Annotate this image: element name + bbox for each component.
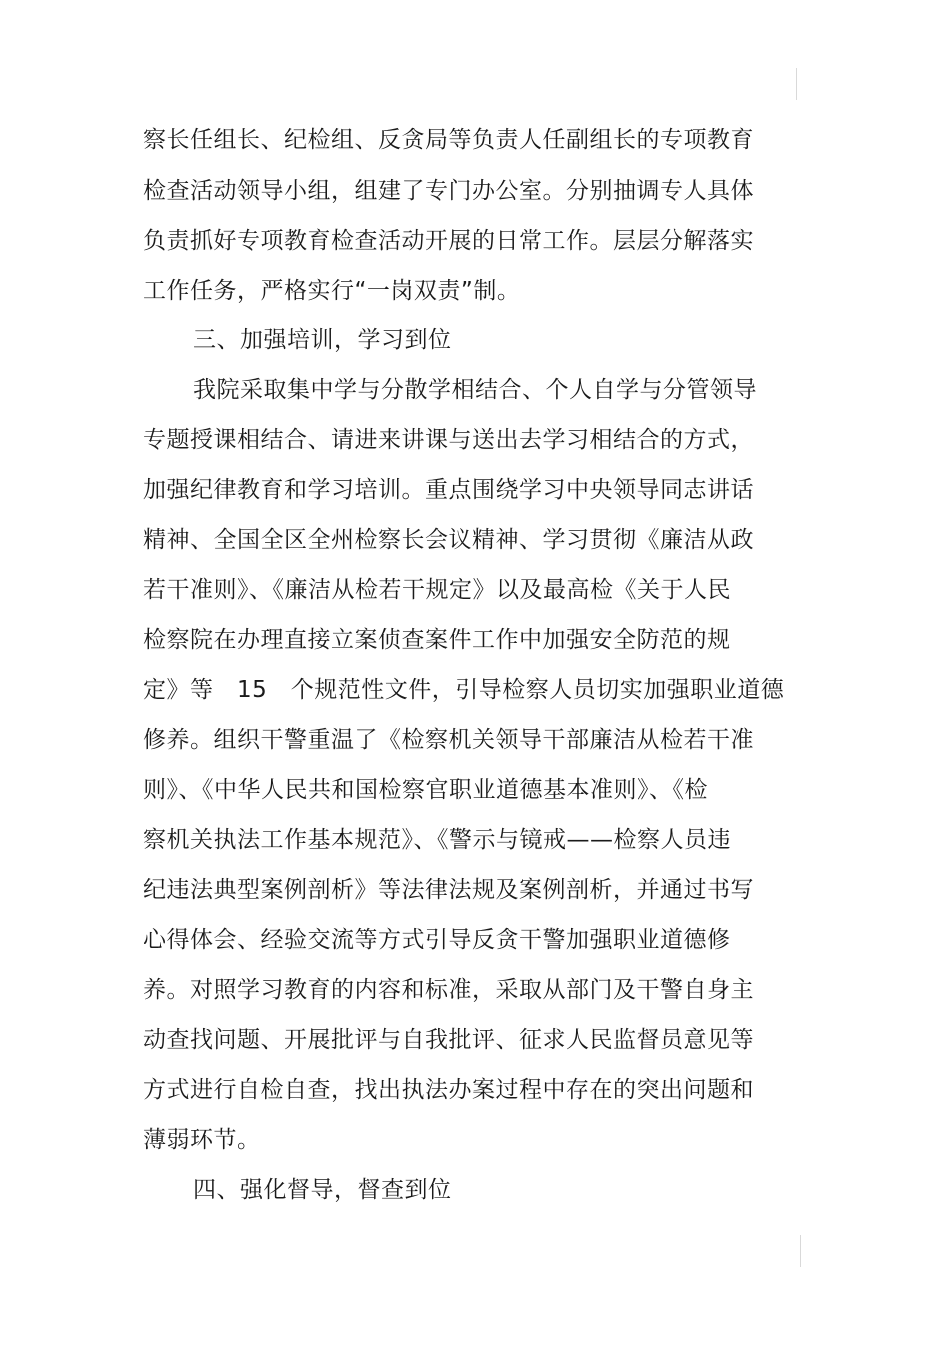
text-line: 方式进行自检自查，找出执法办案过程中存在的突出问题和: [143, 1077, 754, 1103]
text-line: 修养。组织干警重温了《检察机关领导干部廉洁从检若干准: [143, 727, 754, 753]
text-line: 养。对照学习教育的内容和标准，采取从部门及干警自身主: [143, 977, 754, 1003]
text-line: 则》、《中华人民共和国检察官职业道德基本准则》、《检: [143, 777, 708, 803]
text-line: 检察院在办理直接立案侦查案件工作中加强安全防范的规: [143, 627, 731, 653]
text-line: 察机关执法工作基本规范》、《警示与镜戒——检察人员违: [143, 827, 731, 853]
text-line: 察长任组长、纪检组、反贪局等负责人任副组长的专项教育: [143, 127, 754, 153]
page-edge-mark-top: [796, 68, 797, 100]
text-line: 动查找问题、开展批评与自我批评、征求人民监督员意见等: [143, 1027, 754, 1053]
text-line: 我院采取集中学与分散学相结合、个人自学与分管领导: [193, 377, 757, 403]
text-line: 定》等 15 个规范性文件，引导检察人员切实加强职业道德: [143, 677, 785, 703]
text-line: 负责抓好专项教育检查活动开展的日常工作。层层分解落实: [143, 228, 754, 254]
text-line: 精神、全国全区全州检察长会议精神、学习贯彻《廉洁从政: [143, 527, 754, 553]
text-line: 心得体会、经验交流等方式引导反贪干警加强职业道德修: [143, 927, 731, 953]
text-line: 检查活动领导小组，组建了专门办公室。分别抽调专人具体: [143, 178, 754, 204]
text-line: 工作任务，严格实行“一岗双责”制。: [143, 278, 521, 304]
text-line: 专题授课相结合、请进来讲课与送出去学习相结合的方式，: [143, 427, 754, 453]
section-heading: 三、加强培训，学习到位: [193, 327, 452, 353]
page-edge-mark-bottom: [800, 1235, 801, 1267]
section-heading: 四、强化督导，督查到位: [193, 1177, 452, 1203]
text-line: 纪违法典型案例剖析》等法律法规及案例剖析，并通过书写: [143, 877, 754, 903]
text-line: 加强纪律教育和学习培训。重点围绕学习中央领导同志讲话: [143, 477, 754, 503]
text-line: 薄弱环节。: [143, 1127, 261, 1153]
text-line: 若干准则》、《廉洁从检若干规定》以及最高检《关于人民: [143, 577, 731, 603]
